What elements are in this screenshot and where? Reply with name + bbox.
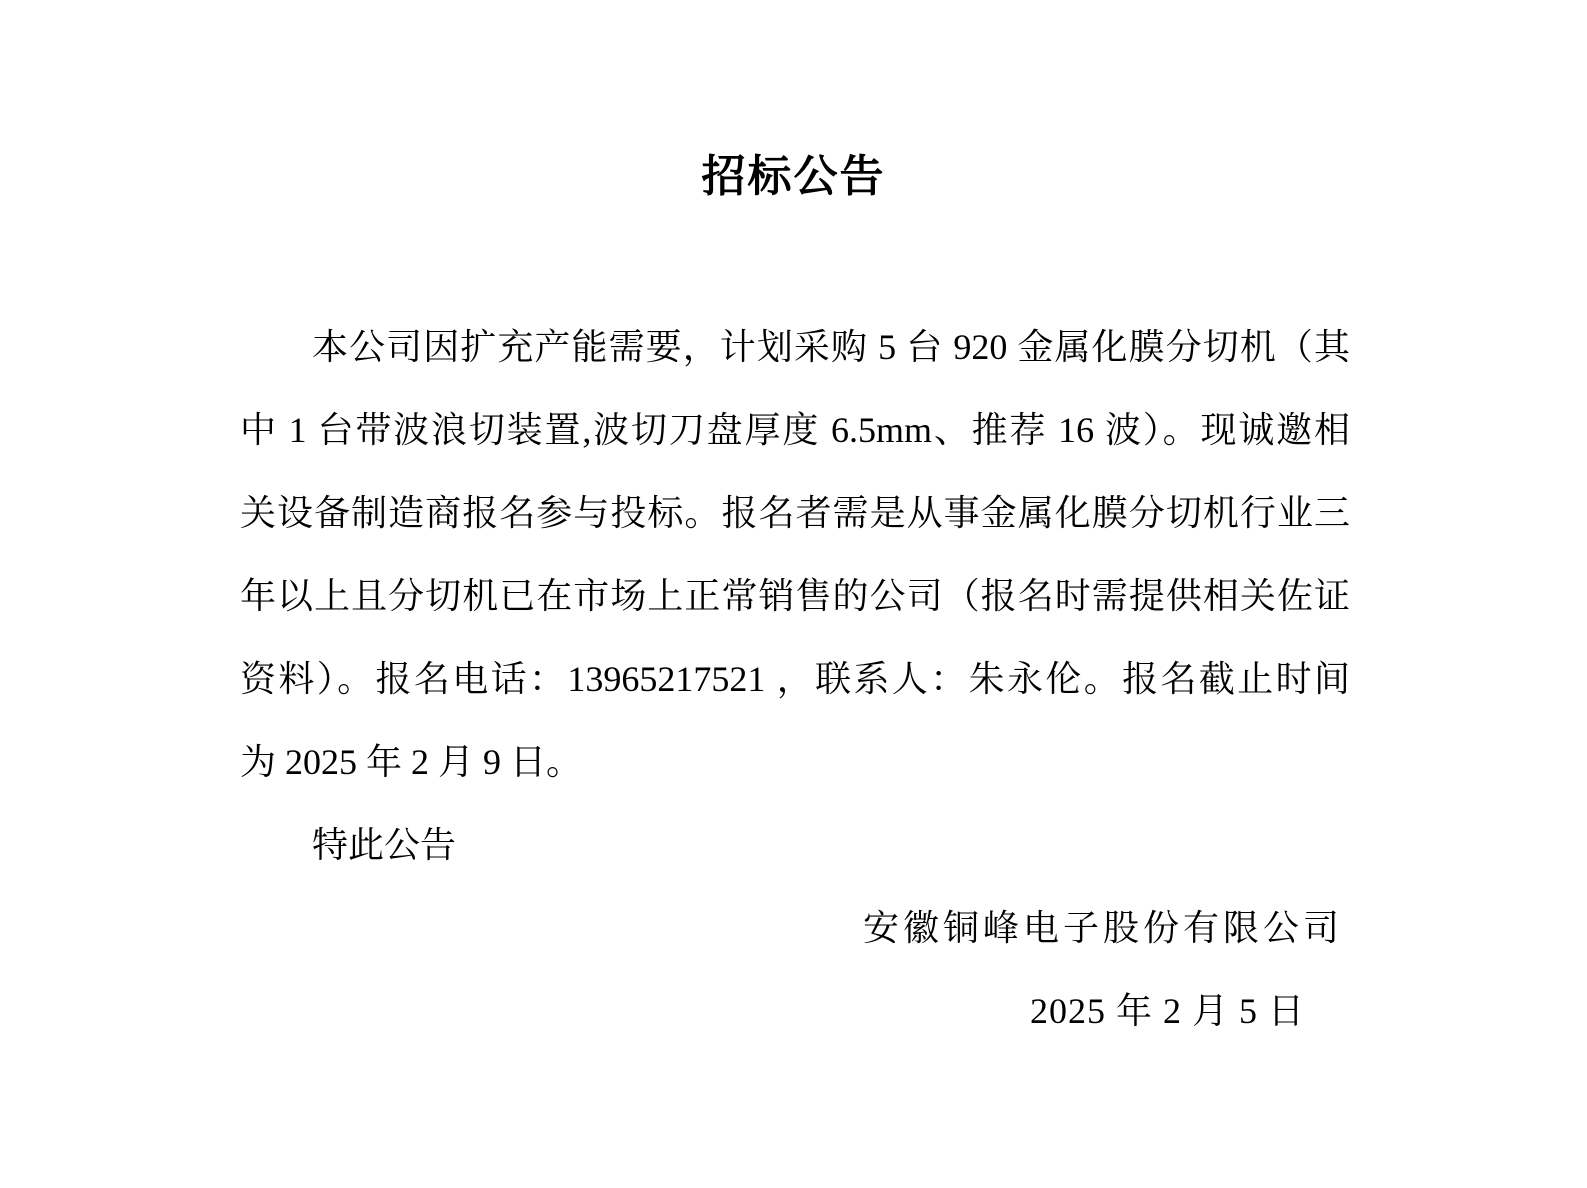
date-line: 2025 年 2 月 5 日 bbox=[1029, 991, 1305, 1031]
paragraph-line: 中 1 台带波浪切装置,波切刀盘厚度 6.5mm、推荐 16 波）。现诚邀相 bbox=[240, 410, 1350, 450]
paragraph-line: 为 2025 年 2 月 9 日。 bbox=[240, 742, 583, 782]
signature-line: 安徽铜峰电子股份有限公司 bbox=[862, 908, 1343, 948]
document-title: 招标公告 bbox=[701, 152, 886, 201]
paragraph-line: 本公司因扩充产能需要，计划采购 5 台 920 金属化膜分切机（其 bbox=[312, 327, 1350, 367]
paragraph-line: 年以上且分切机已在市场上正常销售的公司（报名时需提供相关佐证 bbox=[240, 576, 1350, 616]
document-body bbox=[240, 306, 1350, 1053]
paragraph-line: 关设备制造商报名参与投标。报名者需是从事金属化膜分切机行业三 bbox=[240, 493, 1350, 533]
closing-line: 特此公告 bbox=[312, 825, 457, 865]
paragraph-line: 资料）。报名电话：13965217521 ，联系人：朱永伦。报名截止时间 bbox=[240, 659, 1350, 699]
document-page bbox=[0, 148, 1587, 1188]
